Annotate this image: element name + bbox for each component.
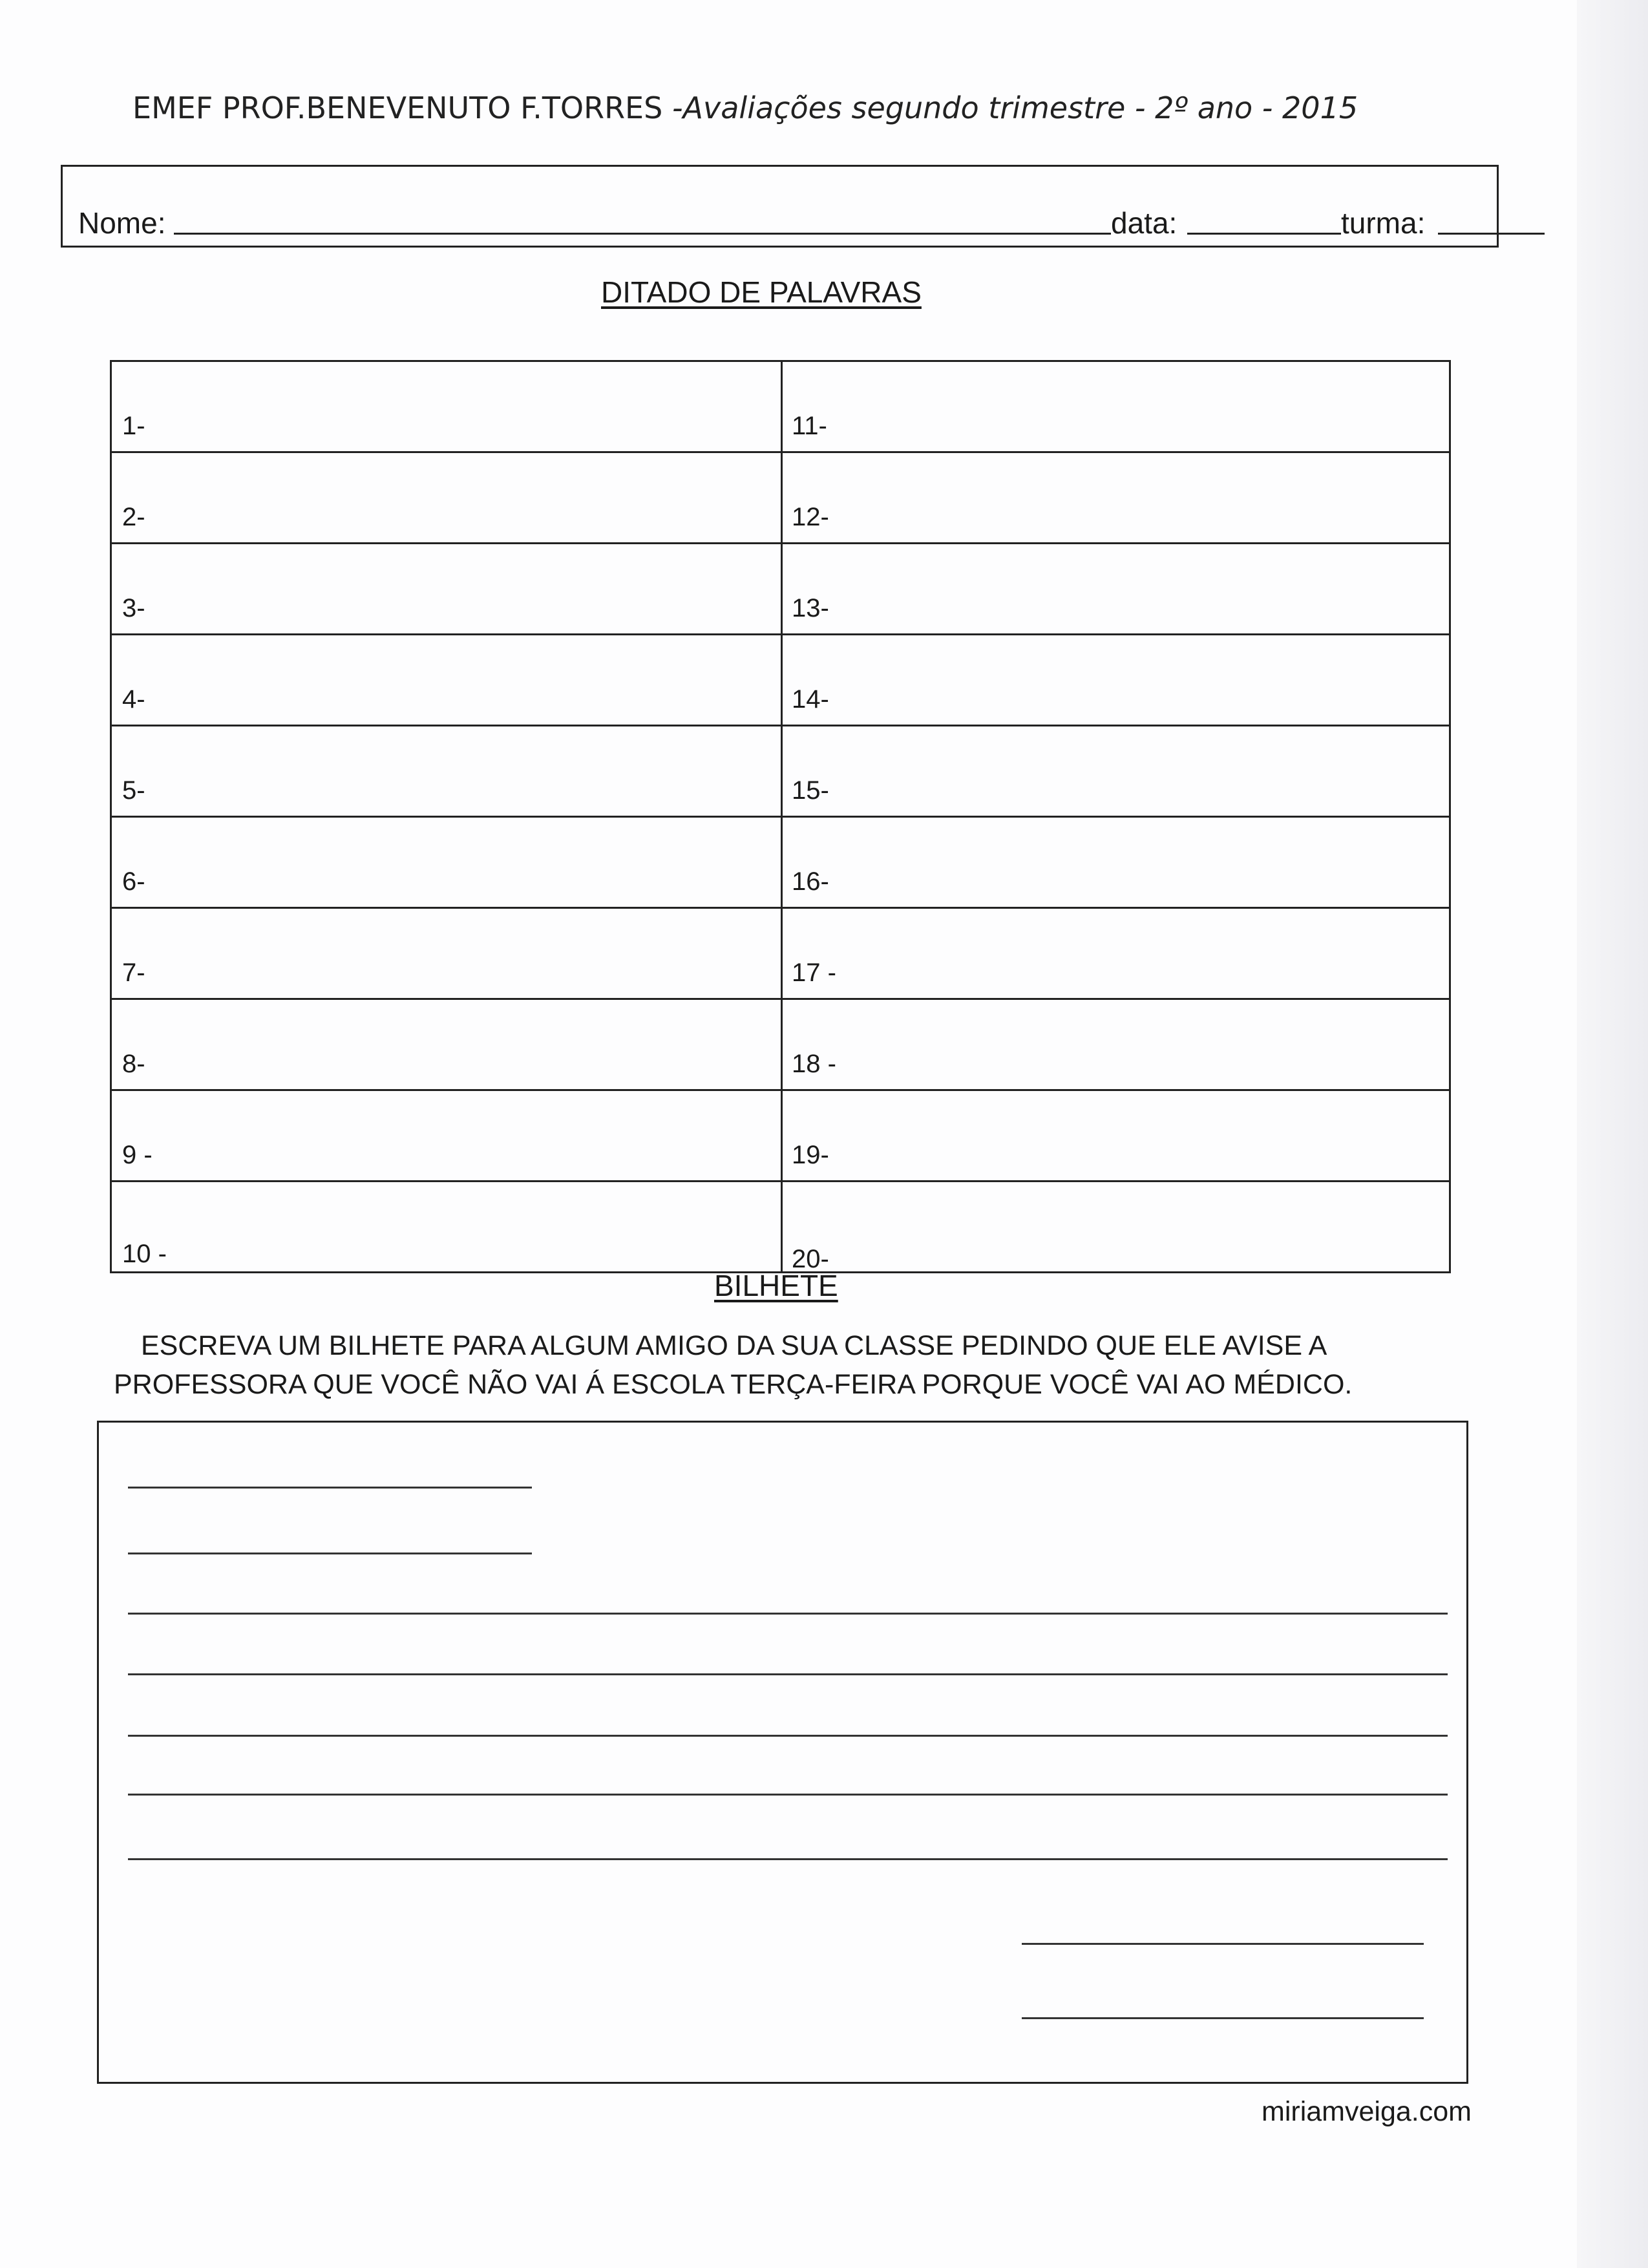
word-number: 6- bbox=[122, 867, 145, 896]
class-label: turma: bbox=[1341, 206, 1426, 240]
word-number: 13- bbox=[792, 594, 829, 622]
date-field[interactable] bbox=[1187, 233, 1341, 235]
name-field[interactable] bbox=[174, 233, 1111, 235]
writing-line[interactable] bbox=[128, 1613, 1448, 1615]
word-number: 11- bbox=[792, 412, 827, 440]
word-number: 1- bbox=[122, 412, 145, 440]
word-number: 5- bbox=[122, 776, 145, 805]
note-instruction-line1: ESCREVA UM BILHETE PARA ALGUM AMIGO DA SUA CLASSE PEDINDO QUE ELE AVISE A bbox=[141, 1330, 1327, 1361]
school-name: EMEF PROF.BENEVENUTO F.TORRES bbox=[132, 90, 663, 125]
word-number: 14- bbox=[792, 685, 829, 714]
scan-edge bbox=[1577, 0, 1648, 2268]
grid-row bbox=[112, 726, 1449, 818]
date-label: data: bbox=[1111, 206, 1178, 240]
grid-row bbox=[112, 1182, 1449, 1271]
word-number: 3- bbox=[122, 594, 145, 622]
word-number: 10 - bbox=[122, 1240, 167, 1268]
writing-line[interactable] bbox=[128, 1673, 1448, 1675]
word-number: 20- bbox=[792, 1245, 829, 1273]
writing-line[interactable] bbox=[128, 1487, 532, 1489]
word-number: 12- bbox=[792, 503, 829, 531]
writing-line[interactable] bbox=[128, 1735, 1448, 1737]
page-header bbox=[132, 90, 1358, 125]
word-number: 17 - bbox=[792, 959, 836, 987]
grid-row bbox=[112, 909, 1449, 1000]
writing-line[interactable] bbox=[1022, 2017, 1424, 2019]
note-writing-box bbox=[97, 1421, 1468, 2084]
word-number: 19- bbox=[792, 1141, 829, 1169]
word-number: 8- bbox=[122, 1050, 145, 1078]
footer-site: miriamveiga.com bbox=[1262, 2096, 1472, 2127]
word-number: 15- bbox=[792, 776, 829, 805]
word-number: 7- bbox=[122, 959, 145, 987]
word-number: 4- bbox=[122, 685, 145, 714]
grid-row bbox=[112, 544, 1449, 635]
grid-row bbox=[112, 1000, 1449, 1091]
writing-line[interactable] bbox=[128, 1553, 532, 1554]
grid-row bbox=[112, 453, 1449, 544]
grid-row bbox=[112, 635, 1449, 726]
name-label: Nome: bbox=[78, 206, 166, 240]
writing-line[interactable] bbox=[128, 1794, 1448, 1796]
student-info-box bbox=[61, 165, 1499, 248]
writing-line[interactable] bbox=[1022, 1943, 1424, 1945]
word-number: 16- bbox=[792, 867, 829, 896]
note-instruction-line2: PROFESSORA QUE VOCÊ NÃO VAI Á ESCOLA TERÇA-FEIRA PORQUE VOCÊ VAI AO MÉDICO. bbox=[114, 1369, 1353, 1400]
word-number: 2- bbox=[122, 503, 145, 531]
word-number: 9 - bbox=[122, 1141, 153, 1169]
class-field[interactable] bbox=[1438, 233, 1545, 235]
writing-line[interactable] bbox=[128, 1858, 1448, 1860]
dictation-title: DITADO DE PALAVRAS bbox=[601, 275, 922, 309]
grid-row bbox=[112, 362, 1449, 453]
assessment-subtitle: -Avaliações segundo trimestre - 2º ano - 2015 bbox=[671, 90, 1358, 125]
word-number: 18 - bbox=[792, 1050, 836, 1078]
grid-row bbox=[112, 1091, 1449, 1182]
grid-row bbox=[112, 818, 1449, 909]
dictation-grid bbox=[110, 360, 1451, 1273]
note-title: BILHETE bbox=[714, 1269, 838, 1302]
